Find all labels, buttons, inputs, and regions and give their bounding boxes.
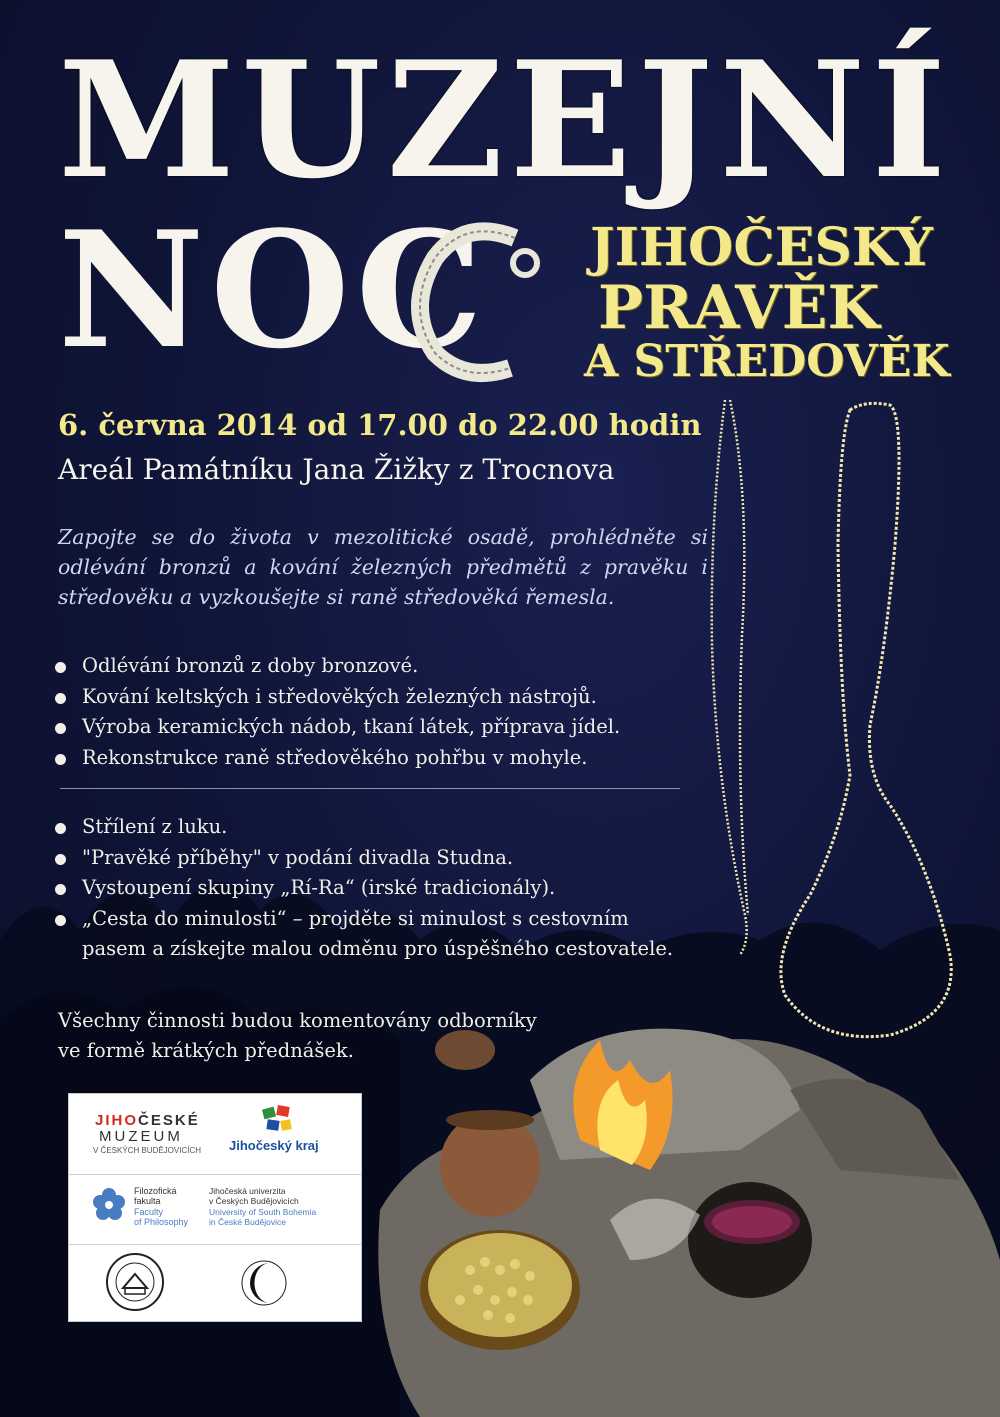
- bullet-icon: [55, 884, 66, 895]
- archeopark-netolice-logo: [103, 1250, 167, 1314]
- jihocesky-kraj-label: Jihočeský kraj: [229, 1138, 319, 1153]
- bone-spoon-outlines: [690, 395, 980, 1045]
- title-line-1: MUZEJNÍ: [58, 26, 953, 214]
- list-item: Střílení z luku.: [52, 812, 673, 843]
- festival-muzejnich-noci-logo: [227, 1247, 301, 1317]
- list-item: Kování keltských i středověkých železných nástrojů.: [52, 682, 620, 713]
- activities-list-2: [52, 812, 673, 965]
- activities-list-1: [52, 651, 620, 773]
- list-item: "Pravěké příběhy" v podání divadla Studna.: [52, 843, 673, 874]
- bullet-icon: [55, 723, 66, 734]
- bullet-icon: [55, 662, 66, 673]
- bullet-icon: [55, 693, 66, 704]
- faculty-label-en-2: of Philosophy: [134, 1217, 189, 1227]
- list-item: Vystoupení skupiny „Rí-Ra“ (irské tradicionály).: [52, 873, 673, 904]
- subtitle-line-1: JIHOČESKÝ: [590, 217, 933, 278]
- jihoceske-muzeum-logo: JIHOČESKÉ: [95, 1112, 200, 1129]
- university-label-cz-1: Jihočeská univerzita: [209, 1186, 286, 1196]
- university-label-en-2: in České Budějovice: [209, 1217, 287, 1227]
- partner-logos-panel: [68, 1093, 362, 1322]
- university-label-en-1: University of South Bohemia: [209, 1207, 317, 1217]
- closing-line-1: Všechny činnosti budou komentovány odborníky: [58, 1009, 537, 1032]
- closing-line-2: ve formě krátkých přednášek.: [58, 1039, 354, 1062]
- muzeum-label: MUZEUM: [99, 1128, 183, 1145]
- faculty-label-en-1: Faculty: [134, 1207, 164, 1217]
- list-item: „Cesta do minulosti“ – projděte si minulost s cestovním: [52, 904, 673, 935]
- list-item: Rekonstrukce raně středověkého pohřbu v mohyle.: [52, 743, 620, 774]
- bullet-icon: [55, 754, 66, 765]
- event-date: 6. června 2014 od 17.00 do 22.00 hodin: [58, 408, 702, 442]
- subtitle-line-2: PRAVĚK: [598, 273, 880, 343]
- bullet-icon: [55, 823, 66, 834]
- faculty-label-cz-2: fakulta: [134, 1196, 161, 1206]
- divider: [60, 788, 680, 789]
- jihocesky-kraj-icon: [261, 1104, 295, 1134]
- list-item: Odlévání bronzů z doby bronzové.: [52, 651, 620, 682]
- bullet-icon: [55, 915, 66, 926]
- ring-artifact-drawing: [395, 218, 545, 388]
- faculty-label-cz-1: Filozofická: [134, 1186, 177, 1196]
- list-item: Výroba keramických nádob, tkaní látek, příprava jídel.: [52, 712, 620, 743]
- flower-logo-icon: [91, 1186, 127, 1222]
- intro-paragraph: Zapojte se do života v mezolitické osadě, prohlédněte si odlévání bronzů a kování železných předmětů z pravěku i středověku a vyzkoušejte si raně středověká řemesla.: [58, 525, 708, 609]
- muzeum-city: V ČESKÝCH BUDĚJOVICÍCH: [93, 1146, 202, 1155]
- closing-text: [58, 1006, 678, 1066]
- university-label-cz-2: v Českých Budějovicích: [209, 1196, 299, 1206]
- event-place: Areál Památníku Jana Žižky z Trocnova: [58, 453, 615, 486]
- title-line-2: NOC: [58, 196, 489, 384]
- bullet-icon: [55, 854, 66, 865]
- list-item-continuation: pasem a získejte malou odměnu pro úspěšného cestovatele.: [82, 937, 674, 960]
- subtitle-line-3: A STŘEDOVĚK: [584, 336, 950, 387]
